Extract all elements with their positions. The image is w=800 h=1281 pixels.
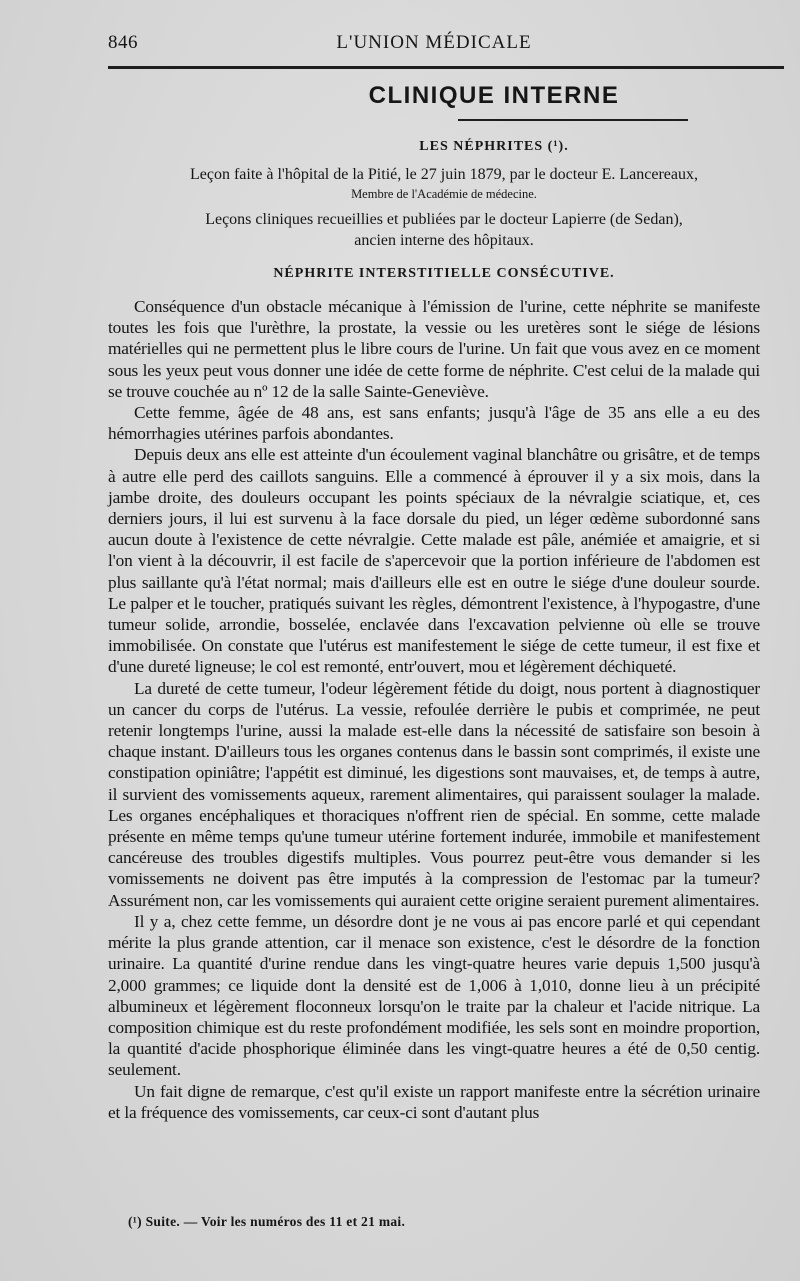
paragraph: La dureté de cette tumeur, l'odeur légèrement fétide du doigt, nous portent à diagnostiquer un cancer du corps de l'utérus. La vessie, refoulée derrière le pubis et comprimée, ne peut retenir longtemps l'urine, aussi la malade est-elle dans la nécessité de satisfaire son besoin à chaque instant. D'ailleurs tous les organes contenus dans le bassin sont comprimés, il existe une constipation opiniâtre; l'appétit est diminué, les digestions sont mauvaises, et, de temps à autre, il survient des vomissements aqueux, rarement alimentaires, qui paraissent soulager la malade. Les organes encéphaliques et thoraciques n'offrent rien de spécial. En somme, cette malade présente en même temps qu'une tumeur utérine fortement indurée, immobile et manifestement cancéreuse des troubles digestifs multiples. Vous pourrez peut-être vous demander si les vomissements ne doivent pas être imputés à la compression de l'estomac par la tumeur? Assurément non, car les vomissements qui auraient cette origine seraient purement alimentaires. (108, 678, 760, 910)
article-subheading: NÉPHRITE INTERSTITIELLE CONSÉCUTIVE. (273, 266, 615, 281)
footnote: (¹) Suite. — Voir les numéros des 11 et 21 mai. (128, 1214, 406, 1229)
article-title: LES NÉPHRITES (¹). (419, 139, 569, 154)
journal-title: L'UNION MÉDICALE (336, 32, 532, 53)
running-header (108, 28, 760, 62)
section-title: CLINIQUE INTERNE (368, 82, 620, 109)
paragraph: Un fait digne de remarque, c'est qu'il existe un rapport manifeste entre la sécrétion urinaire et la fréquence des vomissements, car ceux-ci sont d'autant plus (108, 1081, 760, 1122)
article-body (108, 296, 760, 1123)
header-rule (108, 66, 784, 69)
article-byline: Leçon faite à l'hôpital de la Pitié, le 27 juin 1879, par le docteur E. Lancereaux, (189, 166, 699, 183)
paragraph: Cette femme, âgée de 48 ans, est sans enfants; jusqu'à l'âge de 35 ans elle a eu des hémorrhagies utérines parfois abondantes. (108, 403, 760, 444)
editors-line-1: Leçons cliniques recueillies et publiées par le docteur Lapierre (de Sedan), (205, 211, 683, 228)
author-role: Membre de l'Académie de médecine. (351, 187, 537, 201)
paragraph: Conséquence d'un obstacle mécanique à l'émission de l'urine, cette néphrite se manifeste toutes les fois que l'urèthre, la prostate, la vessie ou les uretères sont le siége de lésions matérielles qui ne permettent plus le libre cours de l'urine. Un fait que vous avez en ce moment sous les yeux peut vous donner une idée de cette forme de néphrite. C'est celui de la malade qui se trouve couchée au nº 12 de la salle Sainte-Geneviève. (108, 297, 760, 401)
editors-line-2: ancien interne des hôpitaux. (354, 232, 534, 249)
paragraph: Depuis deux ans elle est atteinte d'un écoulement vaginal blanchâtre ou grisâtre, et de temps à autre elle perd des caillots sanguins. Elle a commencé à éprouver il y a six mois, dans la jambe droite, des douleurs occupant les points spéciaux de la névralgie sciatique, et, ces derniers jours, il lui est survenu à la face dorsale du pied, un léger œdème subordonné sans aucun doute à l'existence de cette névralgie. Cette malade est pâle, anémiée et amaigrie, et si l'on vient à la découvrir, il est facile de s'apercevoir que la portion inférieure de l'abdomen est plus saillante qu'à l'état normal; mais d'ailleurs elle est en outre le siége d'une douleur sourde. Le palper et le toucher, pratiqués suivant les règles, démontrent l'existence, à l'hypogastre, d'une tumeur solide, arrondie, bosselée, enclavée dans l'excavation pelvienne où elle se trouve immobilisée. On constate que l'utérus est manifestement le siége de cette tumeur, il est fixe et d'une dureté ligneuse; le col est remonté, entr'ouvert, mou et légèrement déchiqueté. (108, 445, 760, 677)
page-number: 846 (108, 32, 138, 53)
section-title-rule (458, 119, 688, 121)
paragraph: Il y a, chez cette femme, un désordre dont je ne vous ai pas encore parlé et qui cependant mérite la plus grande attention, car il menace son existence, c'est le désordre de la fonction urinaire. La quantité d'urine rendue dans les vingt-quatre heures varie depuis 1,500 jusqu'à 2,000 grammes; ce liquide dont la densité est de 1,006 à 1,010, donne lieu à un précipité albumineux et légèrement floconneux lorsqu'on le traite par la chaleur et l'acide nitrique. La composition chimique est du reste profondément modifiée, les sels sont en moindre proportion, la quantité d'acide phosphorique éliminée dans les vingt-quatre heures a été de 0,50 centig. seulement. (108, 911, 760, 1080)
